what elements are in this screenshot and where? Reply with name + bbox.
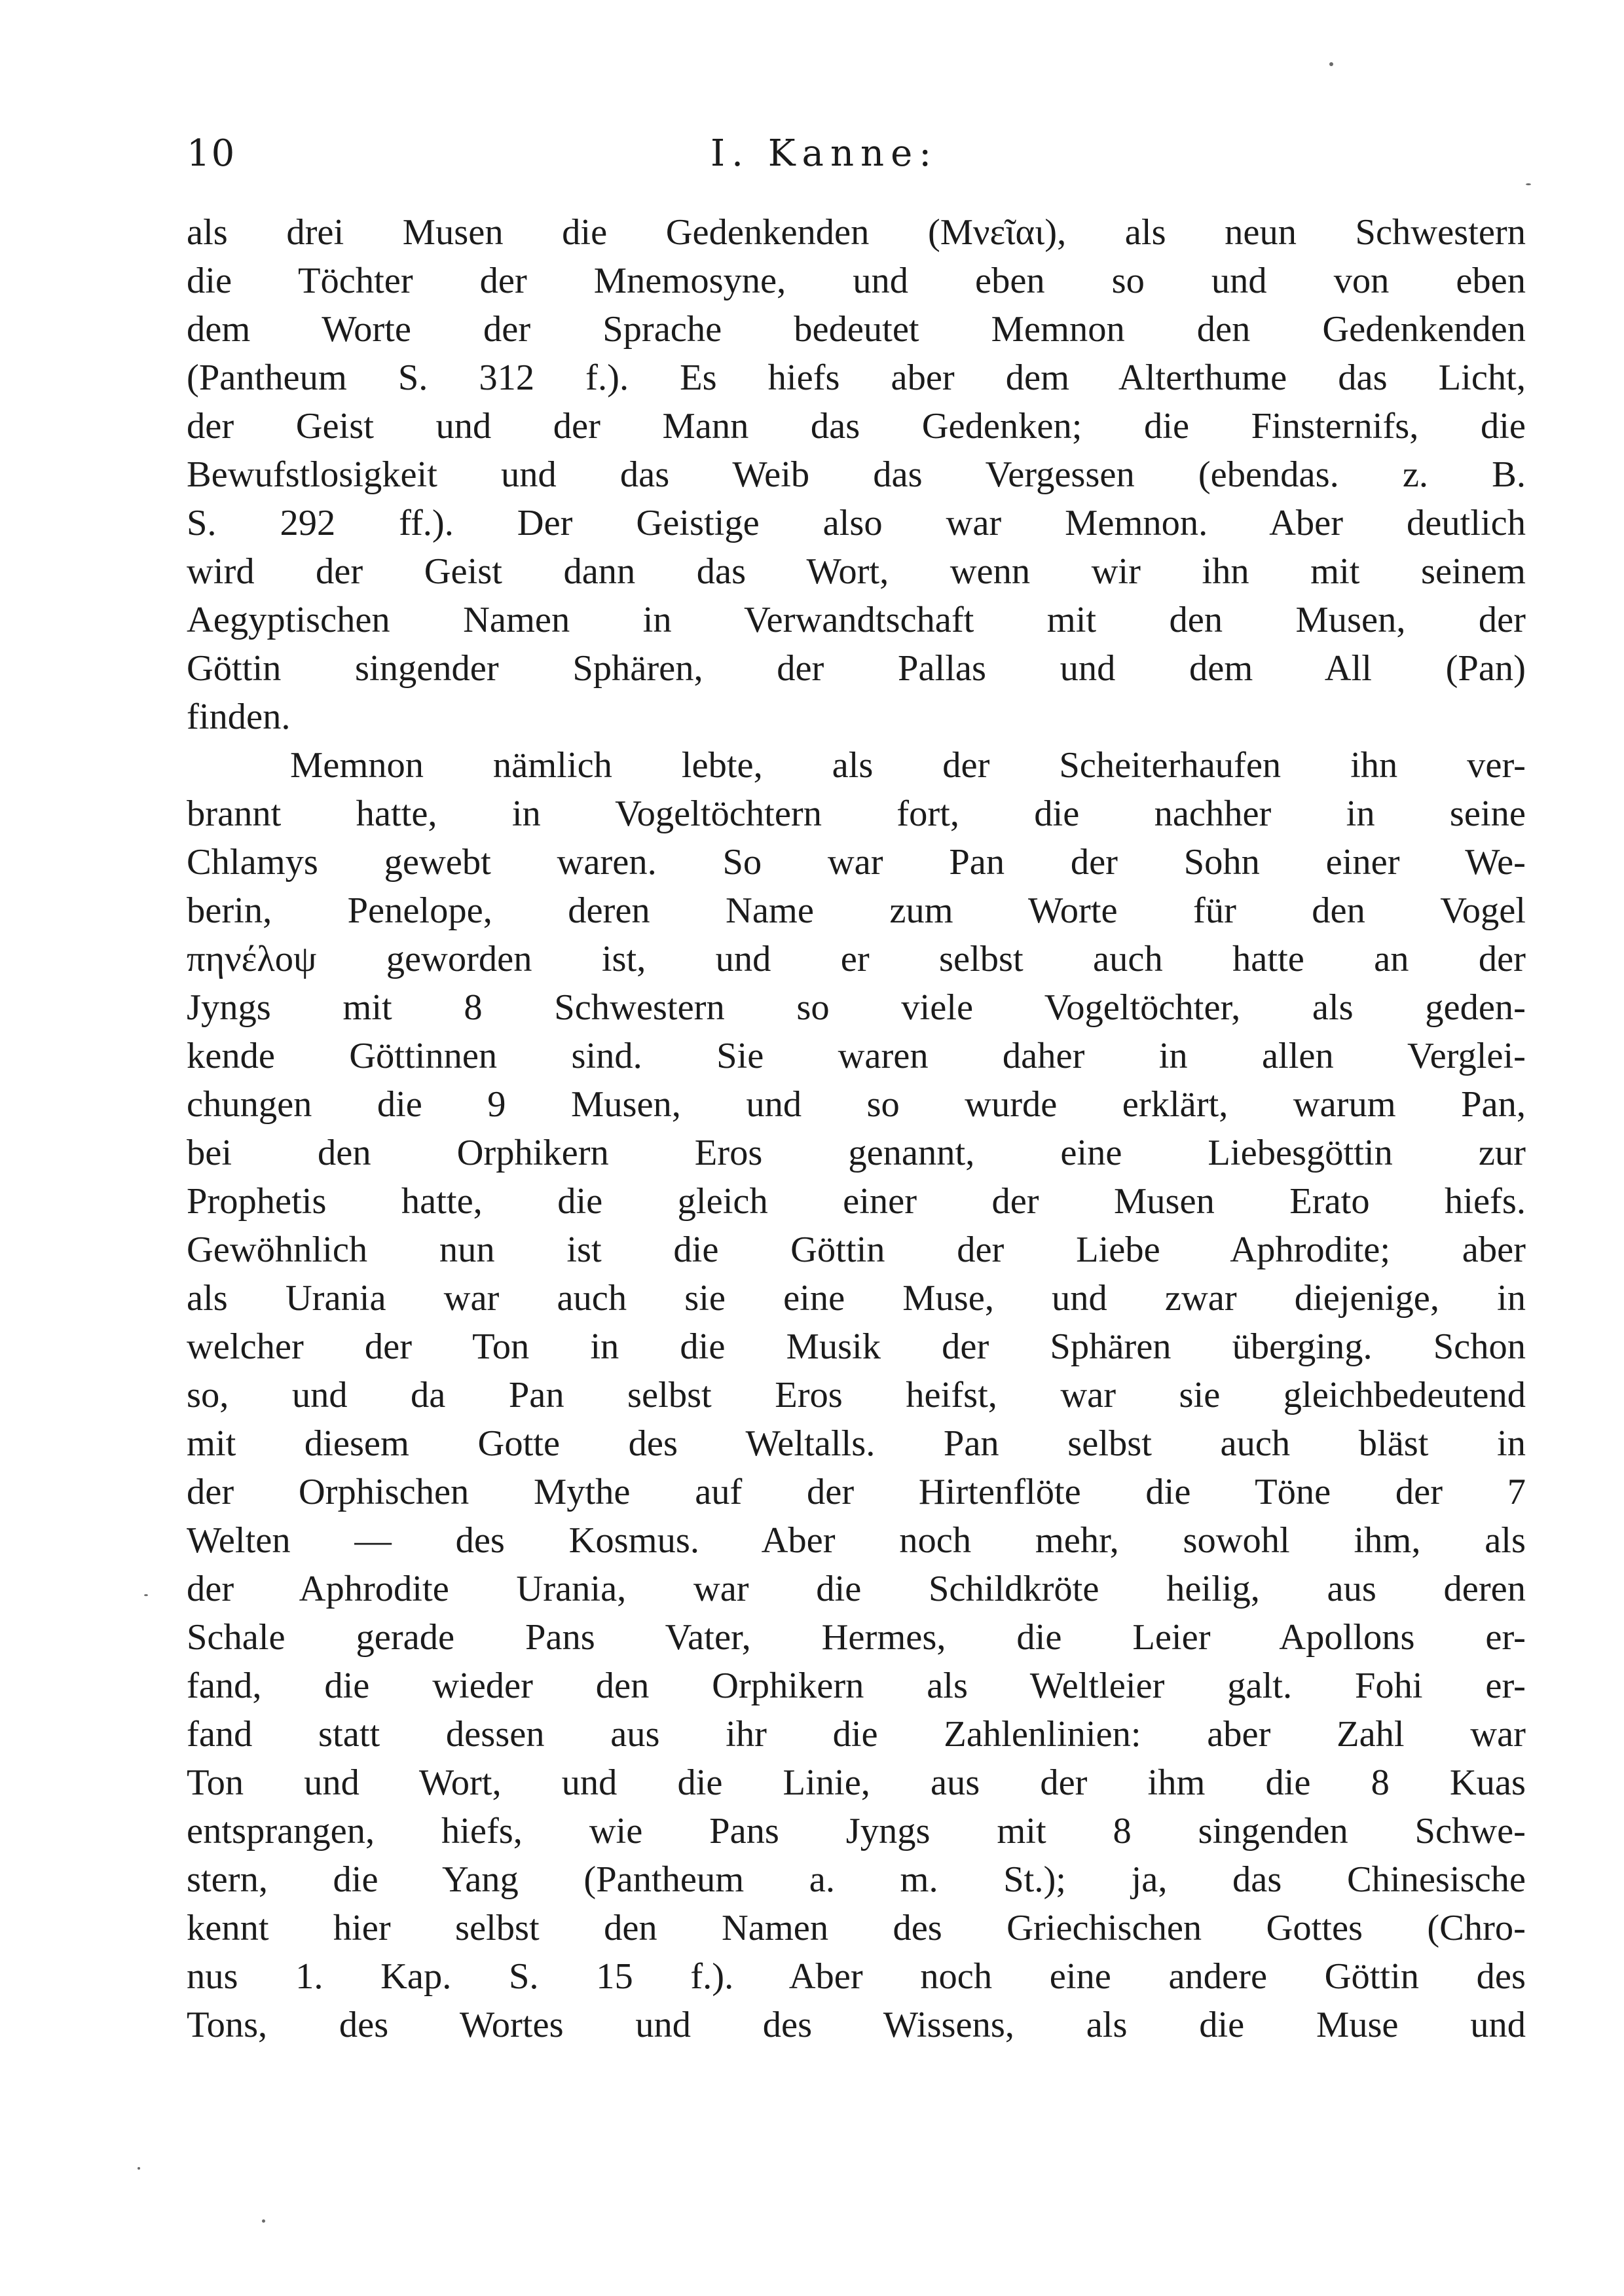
text-line: Welten — des Kosmus. Aber noch mehr, sowohl ihm, als bbox=[187, 1520, 1526, 1561]
text-line: der Geist und der Mann das Gedenken; die Finsternifs, die bbox=[187, 406, 1526, 446]
text-line: bei den Orphikern Eros genannt, eine Liebesgöttin zur bbox=[187, 1133, 1526, 1173]
text-line: wird der Geist dann das Wort, wenn wir ihn mit seinem bbox=[187, 551, 1526, 592]
text-line: der Aphrodite Urania, war die Schildkröte heilig, aus deren bbox=[187, 1569, 1526, 1609]
text-line: welcher der Ton in die Musik der Sphären überging. Schon bbox=[187, 1326, 1526, 1367]
text-line: Bewufstlosigkeit und das Weib das Vergessen (ebendas. z. B. bbox=[187, 454, 1526, 495]
text-line: brannt hatte, in Vogeltöchtern fort, die nachher in seine bbox=[187, 793, 1526, 834]
text-line: Chlamys gewebt waren. So war Pan der Sohn einer We- bbox=[187, 842, 1526, 883]
text-line: πηνέλοψ geworden ist, und er selbst auch hatte an der bbox=[187, 939, 1526, 979]
text-line: finden. bbox=[187, 697, 291, 737]
running-head: I. Kanne: bbox=[710, 132, 938, 175]
print-speck bbox=[1526, 183, 1531, 185]
text-line: (Pantheum S. 312 f.). Es hiefs aber dem Alterthume das Licht, bbox=[187, 357, 1526, 398]
print-speck bbox=[144, 1594, 148, 1596]
text-line: berin, Penelope, deren Name zum Worte für den Vogel bbox=[187, 890, 1526, 931]
text-line: als drei Musen die Gedenkenden (Μνεῖαι), als neun Schwestern bbox=[187, 212, 1526, 253]
paragraph-1 bbox=[187, 208, 1526, 741]
page-number: 10 bbox=[187, 132, 236, 175]
text-line: der Orphischen Mythe auf der Hirtenflöte die Töne der 7 bbox=[187, 1472, 1526, 1512]
text-line: dem Worte der Sprache bedeutet Memnon den Gedenkenden bbox=[187, 309, 1526, 350]
text-line: stern, die Yang (Pantheum a. m. St.); ja, das Chinesische bbox=[187, 1859, 1526, 1900]
text-line: Gewöhnlich nun ist die Göttin der Liebe Aphrodite; aber bbox=[187, 1230, 1526, 1270]
text-line: nus 1. Kap. S. 15 f.). Aber noch eine andere Göttin des bbox=[187, 1956, 1526, 1997]
text-line: Tons, des Wortes und des Wissens, als die Muse und bbox=[187, 2005, 1526, 2045]
text-line: die Töchter der Mnemosyne, und eben so und von eben bbox=[187, 261, 1526, 301]
text-line: Memnon nämlich lebte, als der Scheiterhaufen ihn ver- bbox=[290, 745, 1526, 786]
text-line: entsprangen, hiefs, wie Pans Jyngs mit 8 singenden Schwe- bbox=[187, 1811, 1526, 1851]
text-line: Jyngs mit 8 Schwestern so viele Vogeltöchter, als geden- bbox=[187, 987, 1526, 1028]
text-line: Aegyptischen Namen in Verwandtschaft mit den Musen, der bbox=[187, 600, 1526, 640]
text-line: kende Göttinnen sind. Sie waren daher in allen Verglei- bbox=[187, 1036, 1526, 1076]
print-speck bbox=[262, 2219, 265, 2223]
page-header bbox=[187, 128, 1516, 187]
text-line: als Urania war auch sie eine Muse, und zwar diejenige, in bbox=[187, 1278, 1526, 1319]
body-text bbox=[187, 208, 1526, 2120]
text-line: mit diesem Gotte des Weltalls. Pan selbst auch bläst in bbox=[187, 1423, 1526, 1464]
text-line: so, und da Pan selbst Eros heifst, war sie gleichbedeutend bbox=[187, 1375, 1526, 1415]
text-line: S. 292 ff.). Der Geistige also war Memnon. Aber deutlich bbox=[187, 503, 1526, 543]
text-line: fand, die wieder den Orphikern als Weltleier galt. Fohi er- bbox=[187, 1666, 1526, 1706]
text-line: Schale gerade Pans Vater, Hermes, die Leier Apollons er- bbox=[187, 1617, 1526, 1658]
text-line: fand statt dessen aus ihr die Zahlenlinien: aber Zahl war bbox=[187, 1714, 1526, 1755]
print-speck bbox=[1329, 62, 1333, 66]
text-line: Ton und Wort, und die Linie, aus der ihm die 8 Kuas bbox=[187, 1762, 1526, 1803]
print-speck bbox=[138, 2167, 140, 2170]
text-line: Prophetis hatte, die gleich einer der Musen Erato hiefs. bbox=[187, 1181, 1526, 1222]
paragraph-2 bbox=[187, 741, 1526, 2049]
text-line: kennt hier selbst den Namen des Griechischen Gottes (Chro- bbox=[187, 1908, 1526, 1948]
text-line: chungen die 9 Musen, und so wurde erklärt, warum Pan, bbox=[187, 1084, 1526, 1125]
text-line: Göttin singender Sphären, der Pallas und dem All (Pan) bbox=[187, 648, 1526, 689]
